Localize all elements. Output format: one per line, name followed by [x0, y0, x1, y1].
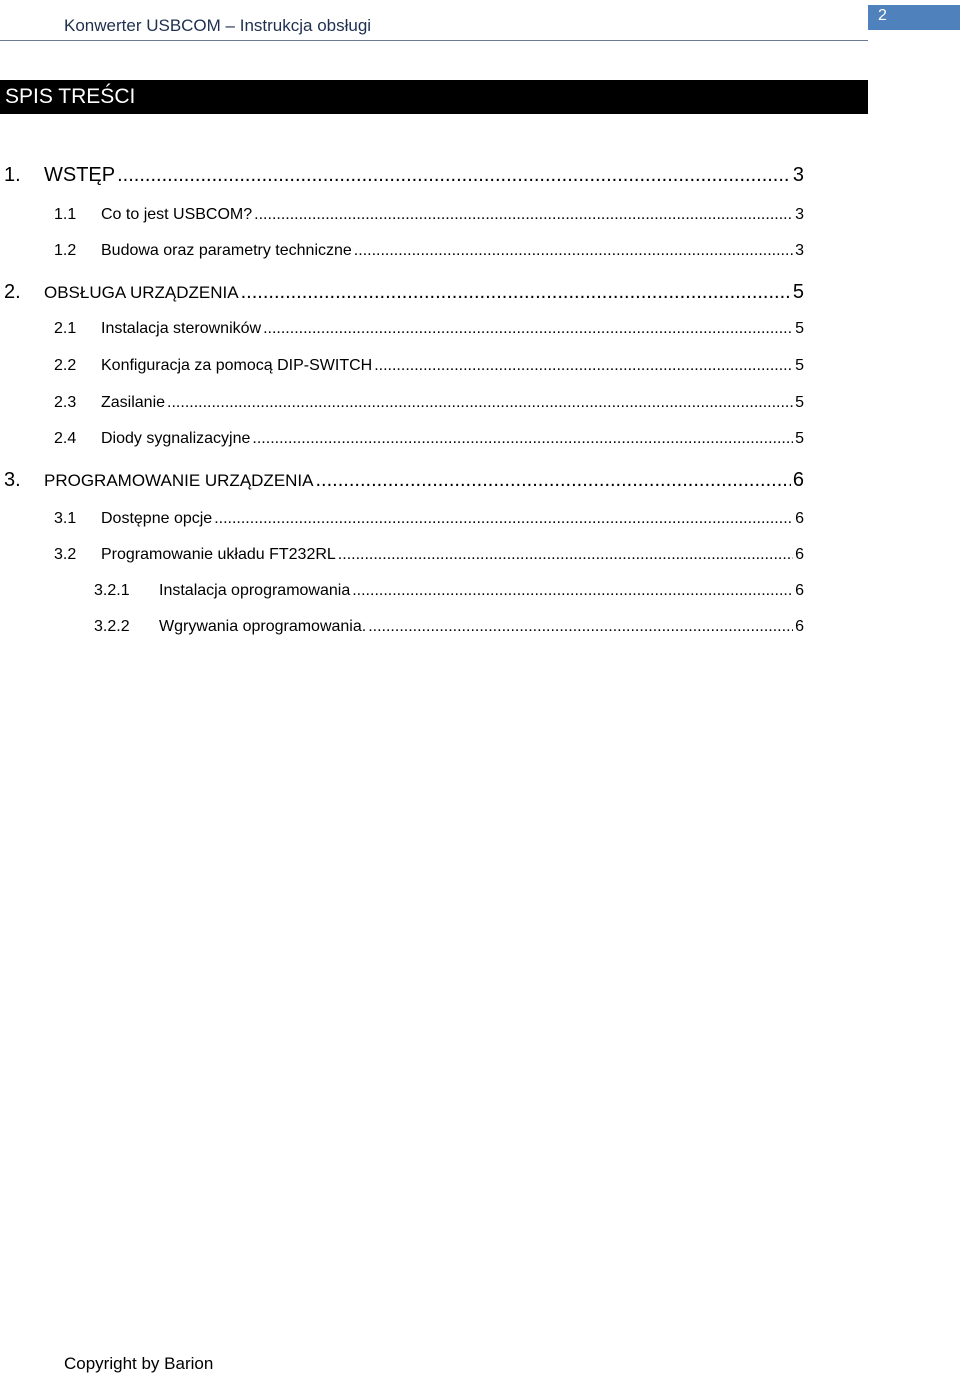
toc-dot-leader — [316, 469, 791, 492]
toc-entry-label[interactable]: Dostępne opcje — [101, 510, 213, 527]
toc-entry-label[interactable]: OBSŁUGA URZĄDZENIA — [44, 283, 239, 302]
toc-entry[interactable] — [54, 430, 804, 448]
toc-entry[interactable] — [54, 357, 804, 375]
toc-entry[interactable] — [4, 164, 804, 187]
toc-dot-leader — [167, 394, 793, 412]
toc-dot-leader — [254, 206, 793, 224]
toc-entry[interactable] — [54, 320, 804, 338]
toc-entry-page: 3 — [795, 242, 804, 259]
toc-entry-number: 1.2 — [54, 242, 77, 259]
toc-entry[interactable] — [94, 582, 804, 600]
toc-entry-page: 6 — [792, 469, 804, 491]
toc-dot-leader — [368, 618, 793, 636]
toc-dot-leader — [252, 430, 793, 448]
toc-entry-label[interactable]: Instalacja sterowników — [101, 320, 262, 337]
toc-entry-label[interactable]: Konfiguracja za pomocą DIP-SWITCH — [101, 357, 373, 374]
toc-entry[interactable] — [94, 618, 804, 636]
toc-entry-number: 2.2 — [54, 357, 77, 374]
toc-entry[interactable] — [54, 394, 804, 412]
toc-dot-leader — [374, 357, 793, 375]
toc-entry-label[interactable]: PROGRAMOWANIE URZĄDZENIA — [44, 471, 314, 490]
toc-entry-label[interactable]: WSTĘP — [44, 164, 116, 186]
toc-entry-label[interactable]: Budowa oraz parametry techniczne — [101, 242, 352, 259]
toc-entry-label[interactable]: Zasilanie — [101, 394, 166, 411]
toc-entry-label[interactable]: Co to jest USBCOM? — [101, 206, 253, 223]
toc-entry[interactable] — [4, 281, 804, 304]
toc-entry-page: 6 — [795, 582, 804, 599]
toc-dot-leader — [214, 510, 793, 528]
toc-dot-leader — [241, 281, 791, 304]
toc-entry-page: 6 — [795, 510, 804, 527]
toc-entry-number: 2.3 — [54, 394, 77, 411]
toc-entry[interactable] — [54, 206, 804, 224]
toc-entry-number: 1. — [4, 164, 21, 186]
toc-dot-leader — [354, 242, 793, 260]
toc-entry-number: 3.2 — [54, 546, 77, 563]
toc-entry-number: 3.1 — [54, 510, 77, 527]
toc-entry-number: 3. — [4, 469, 21, 491]
toc-entry-page: 3 — [792, 164, 804, 186]
toc-dot-leader — [338, 546, 793, 564]
header-divider — [0, 40, 868, 41]
toc-entry-page: 5 — [795, 430, 804, 447]
toc-entry[interactable] — [54, 242, 804, 260]
toc-dot-leader — [117, 164, 791, 187]
toc-entry-page: 5 — [795, 357, 804, 374]
toc-entry-number: 2.1 — [54, 320, 77, 337]
toc-dot-leader — [263, 320, 793, 338]
toc-entry-number: 2. — [4, 281, 21, 303]
toc-entry-page: 6 — [795, 546, 804, 563]
toc-entry-page: 5 — [795, 320, 804, 337]
page-number-badge: 2 — [868, 5, 960, 30]
toc-entry-page: 5 — [795, 394, 804, 411]
toc-entry[interactable] — [54, 546, 804, 564]
document-title: Konwerter USBCOM – Instrukcja obsługi — [64, 16, 372, 35]
footer-copyright: Copyright by Barion — [64, 1354, 214, 1373]
toc-entry-page: 6 — [795, 618, 804, 635]
toc-entry-number: 1.1 — [54, 206, 77, 223]
toc-dot-leader — [352, 582, 793, 600]
toc-entry-number: 3.2.2 — [94, 618, 130, 635]
toc-entry-label[interactable]: Instalacja oprogramowania — [159, 582, 351, 599]
toc-entry-page: 3 — [795, 206, 804, 223]
toc-heading: SPIS TREŚCI — [0, 80, 868, 114]
toc-entry-label[interactable]: Programowanie układu FT232RL — [101, 546, 336, 563]
toc-entry-label[interactable]: Diody sygnalizacyjne — [101, 430, 251, 447]
toc-entry[interactable] — [4, 469, 804, 492]
toc-entry-number: 3.2.1 — [94, 582, 130, 599]
toc-entry-page: 5 — [792, 281, 804, 303]
toc-entry-number: 2.4 — [54, 430, 77, 447]
toc-entry-label[interactable]: Wgrywania oprogramowania. — [159, 618, 367, 635]
toc-entry[interactable] — [54, 510, 804, 528]
